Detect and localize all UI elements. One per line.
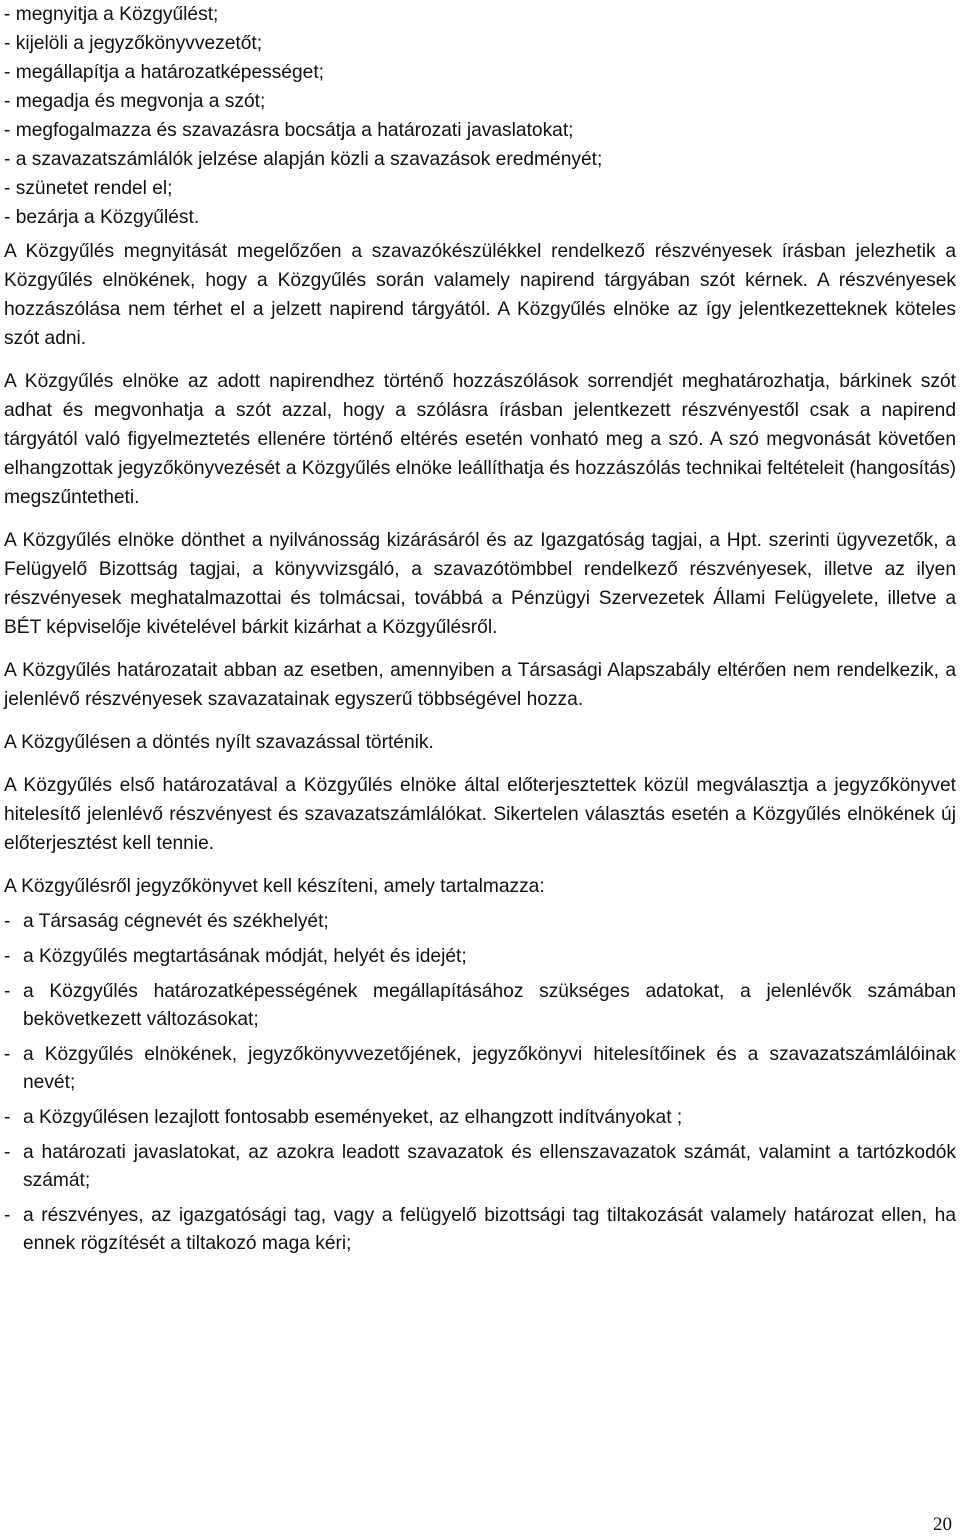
list-item (4, 908, 956, 936)
dash-marker: - (4, 1107, 11, 1128)
list-item: - megnyitja a Közgyűlést; (4, 4, 219, 25)
list-item: - megfogalmazza és szavazásra bocsátja a határozati javaslatokat; (4, 120, 574, 141)
list-item-text: a részvényes, az igazgatósági tag, vagy a felügyelő bizottsági tag tiltakozását valamely határozat ellen, ha ennek rögzítését a tiltakozó maga kéri; (23, 1205, 956, 1254)
list-item-text: a Közgyűlésen lezajlott fontosabb eseményeket, az elhangzott indítványokat ; (23, 1107, 683, 1128)
paragraph-minutes-intro: A Közgyűlésről jegyzőkönyvet kell készíteni, amely tartalmazza: (4, 876, 545, 897)
dash-marker: - (4, 1044, 11, 1065)
dash-marker: - (4, 946, 11, 967)
paragraph-speaking-requests: A Közgyűlés megnyitását megelőzően a szavazókészülékkel rendelkező részvényesek írásban jelezhetik a Közgyűlés elnökének, hogy a Közgyűlés során valamely napirend tárgyában szót kérnek. A részvényesek hozzászólása nem térhet el a jelzett napirend tárgyától. A Közgyűlés elnöke az így jelentkezetteknek köteles szót adni. (4, 241, 956, 349)
list-item (4, 1104, 956, 1132)
dash-marker: - (4, 981, 11, 1002)
list-item: - kijelöli a jegyzőkönyvvezetőt; (4, 33, 263, 54)
list-item: - szünetet rendel el; (4, 178, 173, 199)
list-item-text: a Közgyűlés megtartásának módját, helyét és idejét; (23, 946, 467, 967)
list-item: - bezárja a Közgyűlést. (4, 207, 200, 228)
minutes-contents-list (4, 908, 956, 1258)
list-item (4, 1202, 956, 1258)
list-item (4, 1041, 956, 1097)
paragraph-resolutions: A Közgyűlés határozatait abban az esetben, amennyiben a Társasági Alapszabály eltérően nem rendelkezik, a jelenlévő részvényesek szavazatainak egyszerű többségével hozza. (4, 660, 956, 710)
list-item-text: a Társaság cégnevét és székhelyét; (23, 911, 329, 932)
paragraph-first-resolution: A Közgyűlés első határozatával a Közgyűlés elnöke által előterjesztettek közül megválasztja a jegyzőkönyvet hitelesítő jelenlévő részvényest és szavazatszámlálókat. Sikertelen választás esetén a Közgyűlés elnökének új előterjesztést kell tennie. (4, 775, 956, 854)
list-item-text: a Közgyűlés elnökének, jegyzőkönyvvezetőjének, jegyzőkönyvi hitelesítőinek és a szavazatszámlálóinak nevét; (23, 1044, 956, 1093)
list-item (4, 978, 956, 1034)
list-item: - a szavazatszámlálók jelzése alapján közli a szavazások eredményét; (4, 149, 603, 170)
dash-marker: - (4, 911, 11, 932)
list-item (4, 1139, 956, 1195)
list-item: - megadja és megvonja a szót; (4, 91, 266, 112)
list-item-text: a határozati javaslatokat, az azokra leadott szavazatok és ellenszavazatok számát, valamint a tartózkodók számát; (23, 1142, 956, 1191)
list-item-text: a Közgyűlés határozatképességének megállapításához szükséges adatokat, a jelenlévők számában bekövetkezett változásokat; (23, 981, 956, 1030)
paragraph-speaking-order: A Közgyűlés elnöke az adott napirendhez történő hozzászólások sorrendjét meghatározhatja, bárkinek szót adhat és megvonhatja a szót azzal, hogy a szólásra írásban jelentkezett részvényestől csak a napirend tárgyától való figyelmeztetés ellenére történő eltérés esetén vonható meg a szó. A szó megvonását követően elhangzottak jegyzőkönyvezését a Közgyűlés elnöke leállíthatja és hozzászólás technikai feltételeit (hangosítás) megszűntetheti. (4, 371, 956, 508)
document-page (4, 0, 956, 1258)
paragraph-open-vote: A Közgyűlésen a döntés nyílt szavazással történik. (4, 732, 434, 753)
list-item: - megállapítja a határozatképességet; (4, 62, 324, 83)
dash-marker: - (4, 1205, 11, 1226)
chair-duties-list (4, 0, 956, 232)
dash-marker: - (4, 1142, 11, 1163)
paragraph-publicity: A Közgyűlés elnöke dönthet a nyilvánosság kizárásáról és az Igazgatóság tagjai, a Hpt. szerinti ügyvezetők, a Felügyelő Bizottság tagjai, a könyvvizsgáló, a szavazótömbbel rendelkező részvényesek, illetve az ilyen részvényesek meghatalmazottai és tolmácsai, továbbá a Pénzügyi Szervezetek Állami Felügyelete, illetve a BÉT képviselője kivételével bárkit kizárhat a Közgyűlésről. (4, 530, 956, 638)
list-item (4, 943, 956, 971)
page-number: 20 (933, 1514, 952, 1535)
